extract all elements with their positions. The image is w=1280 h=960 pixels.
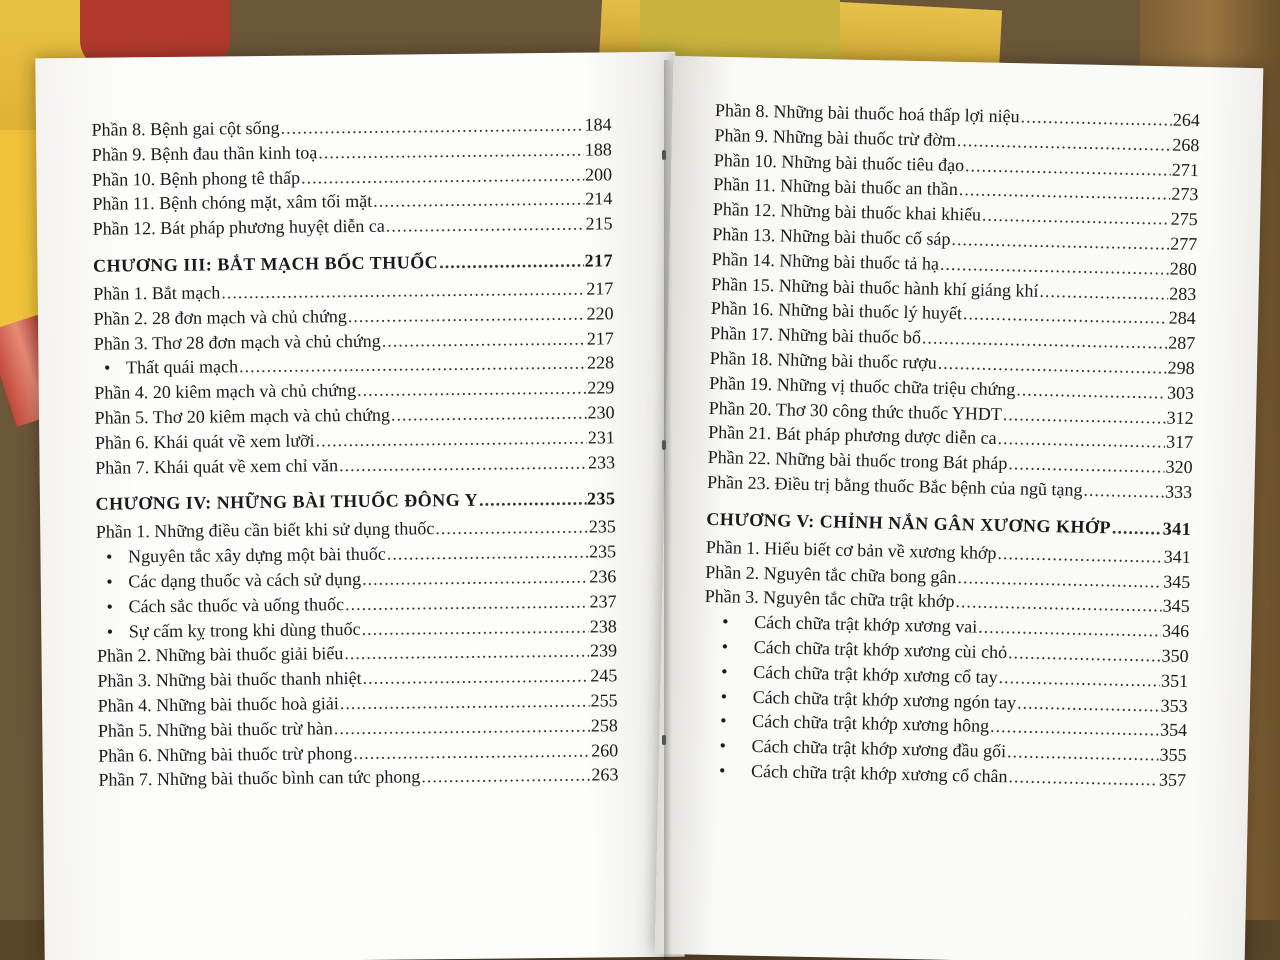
toc-leader-dots bbox=[1008, 451, 1165, 478]
toc-leader-dots bbox=[1007, 739, 1159, 766]
toc-leader-dots bbox=[997, 541, 1163, 568]
toc-page-number: 235 bbox=[588, 516, 616, 537]
toc-leader-dots bbox=[982, 203, 1170, 231]
toc-entry-title: Phần 13. Những bài thuốc cố sáp bbox=[712, 223, 951, 249]
toc-page-number: 217 bbox=[586, 327, 614, 349]
toc-leader-dots bbox=[1016, 377, 1166, 404]
toc-leader-dots bbox=[951, 227, 1169, 256]
toc-leader-dots bbox=[386, 212, 585, 238]
toc-leader-dots bbox=[357, 376, 587, 402]
toc-page-number: 228 bbox=[586, 352, 615, 373]
toc-page-number: 312 bbox=[1166, 407, 1194, 428]
toc-entry-title: Phần 5. Những bài thuốc trừ hàn bbox=[97, 717, 333, 741]
toc-leader-dots bbox=[957, 565, 1162, 593]
toc-leader-dots bbox=[937, 351, 1166, 380]
toc-leader-dots bbox=[345, 589, 589, 616]
toc-page-number: 239 bbox=[589, 640, 618, 661]
toc-page-number: 357 bbox=[1158, 769, 1187, 790]
toc-page-number: 214 bbox=[585, 188, 613, 209]
toc-entry-title: Phần 2. Nguyên tắc chữa bong gân bbox=[705, 561, 957, 587]
toc-page-number: 271 bbox=[1171, 159, 1200, 180]
toc-entry-title: • Cách chữa trật khớp xương cùi chỏ bbox=[721, 634, 1007, 664]
toc-page-number: 184 bbox=[584, 114, 612, 135]
toc-leader-dots bbox=[955, 589, 1162, 617]
binding-stitch bbox=[662, 440, 666, 450]
toc-page-number: 345 bbox=[1162, 595, 1190, 617]
toc-page-number: 341 bbox=[1163, 546, 1191, 567]
toc-page-number: 273 bbox=[1171, 183, 1199, 205]
toc-page-number: 229 bbox=[587, 377, 615, 398]
toc-entry-title: Phần 7. Những bài thuốc bình can tức phong bbox=[98, 766, 421, 791]
toc-leader-dots bbox=[348, 301, 586, 327]
toc-leader-dots bbox=[997, 426, 1165, 454]
toc-entry-title: Phần 18. Những bài thuốc rượu bbox=[709, 347, 937, 373]
toc-entry-title: Phần 10. Bệnh phong tê thấp bbox=[92, 167, 301, 190]
toc-entry-title: Phần 3. Thơ 28 đơn mạch và chủ chứng bbox=[93, 330, 381, 354]
toc-leader-dots bbox=[957, 128, 1172, 156]
toc-page-number: 233 bbox=[588, 451, 616, 473]
toc-leader-dots bbox=[387, 540, 589, 566]
toc-page-number: 230 bbox=[587, 402, 615, 423]
toc-leader-dots bbox=[439, 249, 584, 275]
toc-entry-title: Phần 1. Bắt mạch bbox=[93, 282, 221, 304]
toc-page-number: 345 bbox=[1162, 571, 1191, 592]
toc-page-number: 355 bbox=[1159, 744, 1187, 766]
toc-page-number: 245 bbox=[590, 665, 618, 686]
toc-leader-dots bbox=[318, 137, 584, 164]
toc-page-number: 346 bbox=[1161, 620, 1190, 642]
toc-entry-title: • Cách chữa trật khớp xương cổ tay bbox=[721, 659, 998, 689]
toc-leader-dots bbox=[479, 487, 586, 512]
toc-leader-dots bbox=[340, 688, 590, 715]
toc-leader-dots bbox=[1020, 104, 1172, 131]
toc-page-number: 231 bbox=[587, 427, 615, 448]
toc-page-number: 236 bbox=[589, 566, 617, 587]
toc-leader-dots bbox=[361, 614, 589, 640]
toc-page-number: 258 bbox=[590, 714, 618, 736]
toc-entry-title: Phần 17. Những bài thuốc bổ bbox=[710, 323, 922, 348]
toc-entry-title: CHƯƠNG III: BẮT MẠCH BỐC THUỐC bbox=[92, 252, 439, 276]
toc-leader-dots bbox=[1039, 278, 1168, 305]
binding-stitch bbox=[662, 735, 666, 745]
toc-entry bbox=[93, 211, 613, 241]
toc-entry-title: Phần 6. Khái quát về xem lưỡi bbox=[94, 430, 315, 453]
toc-entry-title: Phần 20. Thơ 30 công thức thuốc YHDT bbox=[708, 397, 1003, 424]
toc-entry-title: Phần 16. Những bài thuốc lý huyết bbox=[710, 298, 963, 324]
toc-page-number: 354 bbox=[1159, 719, 1188, 741]
toc-entry-title: Phần 23. Điều trị bằng thuốc Bắc bệnh của ngũ tạng bbox=[706, 471, 1083, 500]
toc-entry-title: Phần 11. Bệnh chóng mặt, xâm tối mặt bbox=[92, 191, 373, 215]
toc-leader-dots bbox=[344, 639, 589, 666]
toc-entry-title: • Cách chữa trật khớp xương hông bbox=[720, 709, 989, 739]
toc-leader-dots bbox=[940, 252, 1169, 281]
toc-entry-title: • Thất quái mạch bbox=[104, 355, 238, 380]
toc-leader-dots bbox=[1112, 515, 1162, 540]
toc-page-number: 220 bbox=[586, 303, 614, 324]
toc-page-number: 200 bbox=[584, 163, 613, 185]
toc-entry-title: Phần 6. Những bài thuốc trừ phong bbox=[98, 742, 353, 766]
toc-leader-dots bbox=[1008, 764, 1158, 791]
toc-entry-title: • Cách sắc thuốc và uống thuốc bbox=[106, 592, 344, 618]
toc-leader-dots bbox=[1003, 402, 1166, 429]
toc-entry-title: CHƯƠNG V: CHỈNH NẮN GÂN XƯƠNG KHỚP bbox=[706, 508, 1112, 538]
toc-leader-dots bbox=[391, 401, 587, 427]
toc-leader-dots bbox=[239, 351, 586, 379]
toc-page-number: 264 bbox=[1172, 109, 1201, 131]
toc-leader-dots bbox=[301, 162, 584, 189]
toc-entry-title: Phần 11. Những bài thuốc an thần bbox=[713, 174, 959, 200]
toc-entry-title: • Cách chữa trật khớp xương cổ chân bbox=[719, 758, 1008, 788]
toc-entry-title: Phần 21. Bát pháp phương dược diễn ca bbox=[708, 422, 997, 449]
toc-page-number: 320 bbox=[1165, 456, 1193, 478]
toc-page-number: 275 bbox=[1170, 208, 1198, 230]
toc-page-number: 215 bbox=[585, 213, 613, 234]
toc-leader-dots bbox=[362, 664, 589, 690]
binding-stitch bbox=[662, 150, 666, 160]
toc-entry-title: Phần 12. Bát pháp phương huyệt diễn ca bbox=[92, 215, 385, 239]
toc-entry-title: Phần 19. Những vị thuốc chữa triệu chứng bbox=[709, 372, 1016, 400]
toc-page-number: 217 bbox=[586, 278, 614, 299]
toc-leader-dots bbox=[221, 277, 585, 305]
toc-page-number: 235 bbox=[588, 541, 617, 562]
toc-leader-dots bbox=[435, 515, 588, 541]
toc-left-page bbox=[91, 112, 618, 793]
toc-page-number: 287 bbox=[1167, 332, 1196, 354]
toc-entry-title: Phần 2. Những bài thuốc giải biểu bbox=[97, 643, 344, 667]
toc-leader-dots bbox=[382, 326, 586, 352]
toc-leader-dots bbox=[353, 738, 590, 764]
toc-page-number: 351 bbox=[1160, 670, 1189, 691]
toc-page-number: 237 bbox=[589, 591, 617, 612]
toc-leader-dots bbox=[1017, 690, 1160, 717]
toc-page-number: 350 bbox=[1161, 645, 1189, 666]
toc-page-number: 217 bbox=[584, 250, 614, 271]
toc-leader-dots bbox=[1008, 640, 1161, 667]
toc-entry-title: • Nguyên tắc xây dựng một bài thuốc bbox=[106, 542, 386, 569]
toc-entry-title: • Sự cấm kỵ trong khi dùng thuốc bbox=[107, 616, 361, 643]
toc-leader-dots bbox=[1083, 478, 1164, 504]
toc-leader-dots bbox=[334, 713, 590, 740]
toc-page-number: 353 bbox=[1160, 694, 1188, 716]
toc-page-number: 298 bbox=[1167, 357, 1195, 379]
toc-page-number: 263 bbox=[591, 764, 619, 785]
toc-leader-dots bbox=[978, 615, 1161, 643]
toc-leader-dots bbox=[959, 178, 1171, 206]
toc-entry-title: Phần 22. Những bài thuốc trong Bát pháp bbox=[707, 447, 1008, 474]
toc-page-number: 188 bbox=[584, 139, 612, 160]
toc-entry-title: Phần 7. Khái quát về xem chỉ văn bbox=[95, 454, 339, 478]
toc-entry-title: Phần 10. Những bài thuốc tiêu đạo bbox=[713, 149, 965, 175]
toc-entry-title: • Cách chữa trật khớp xương ngón tay bbox=[720, 684, 1016, 714]
toc-leader-dots bbox=[280, 113, 583, 140]
toc-leader-dots bbox=[998, 665, 1160, 692]
toc-entry-title: Phần 4. 20 kiêm mạch và chủ chứng bbox=[94, 380, 357, 403]
toc-page-number: 333 bbox=[1164, 481, 1193, 503]
toc-right-page bbox=[701, 98, 1200, 793]
toc-entry-title: Phần 1. Hiểu biết cơ bản về xương khớp bbox=[705, 536, 997, 563]
toc-entry-title: CHƯƠNG IV: NHỮNG BÀI THUỐC ĐÔNG Y bbox=[95, 490, 479, 515]
toc-entry-title: Phần 3. Những bài thuốc thanh nhiệt bbox=[97, 668, 362, 691]
toc-leader-dots bbox=[965, 153, 1171, 181]
toc-page-number: 268 bbox=[1172, 134, 1200, 155]
toc-page-number: 277 bbox=[1170, 233, 1198, 255]
toc-page-number: 255 bbox=[590, 690, 618, 711]
toc-entry-title: Phần 5. Thơ 20 kiêm mạch và chủ chứng bbox=[94, 404, 391, 428]
toc-page-number: 283 bbox=[1169, 283, 1197, 304]
toc-leader-dots bbox=[963, 302, 1168, 330]
toc-entry-title: • Cách chữa trật khớp xương đầu gối bbox=[719, 733, 1006, 763]
toc-entry-title: Phần 8. Bệnh gai cột sống bbox=[91, 117, 280, 140]
toc-page-number: 235 bbox=[586, 488, 616, 509]
toc-page-number: 260 bbox=[591, 739, 619, 761]
toc-entry-title: Phần 15. Những bài thuốc hành khí giáng khí bbox=[711, 273, 1039, 301]
toc-entry-title: Phần 12. Những bài thuốc khai khiếu bbox=[712, 199, 982, 225]
toc-entry bbox=[95, 450, 615, 480]
book-spine bbox=[664, 60, 672, 960]
toc-entry-title: • Các dạng thuốc và cách sử dụng bbox=[106, 567, 361, 594]
toc-leader-dots bbox=[315, 425, 586, 452]
toc-entry-title: Phần 3. Nguyên tắc chữa trật khớp bbox=[704, 586, 955, 612]
toc-leader-dots bbox=[339, 450, 587, 477]
toc-page-number: 303 bbox=[1166, 382, 1195, 403]
toc-entry-title: Phần 9. Những bài thuốc trừ đờm bbox=[714, 124, 957, 150]
toc-page-number: 238 bbox=[589, 615, 617, 637]
toc-entry-title: • Cách chữa trật khớp xương vai bbox=[722, 609, 977, 638]
toc-entry-title: Phần 8. Những bài thuốc hoá thấp lợi niệu bbox=[714, 99, 1020, 127]
toc-entry-title: Phần 14. Những bài thuốc tả hạ bbox=[711, 248, 940, 274]
toc-entry-title: Phần 2. 28 đơn mạch và chủ chứng bbox=[93, 305, 347, 329]
toc-page-number: 284 bbox=[1168, 307, 1196, 329]
toc-leader-dots bbox=[373, 187, 584, 213]
toc-page-number: 317 bbox=[1165, 431, 1194, 453]
toc-entry-title: Phần 4. Những bài thuốc hoà giải bbox=[97, 693, 339, 716]
toc-leader-dots bbox=[362, 565, 589, 591]
toc-entry-title: Phần 9. Bệnh đau thần kinh toạ bbox=[91, 142, 318, 165]
toc-page-number: 280 bbox=[1169, 258, 1197, 279]
toc-leader-dots bbox=[990, 714, 1159, 742]
toc-leader-dots bbox=[421, 763, 590, 789]
toc-entry-title: Phần 1. Những điều cần biết khi sử dụng thuốc bbox=[95, 518, 435, 543]
toc-page-number: 341 bbox=[1162, 518, 1192, 539]
